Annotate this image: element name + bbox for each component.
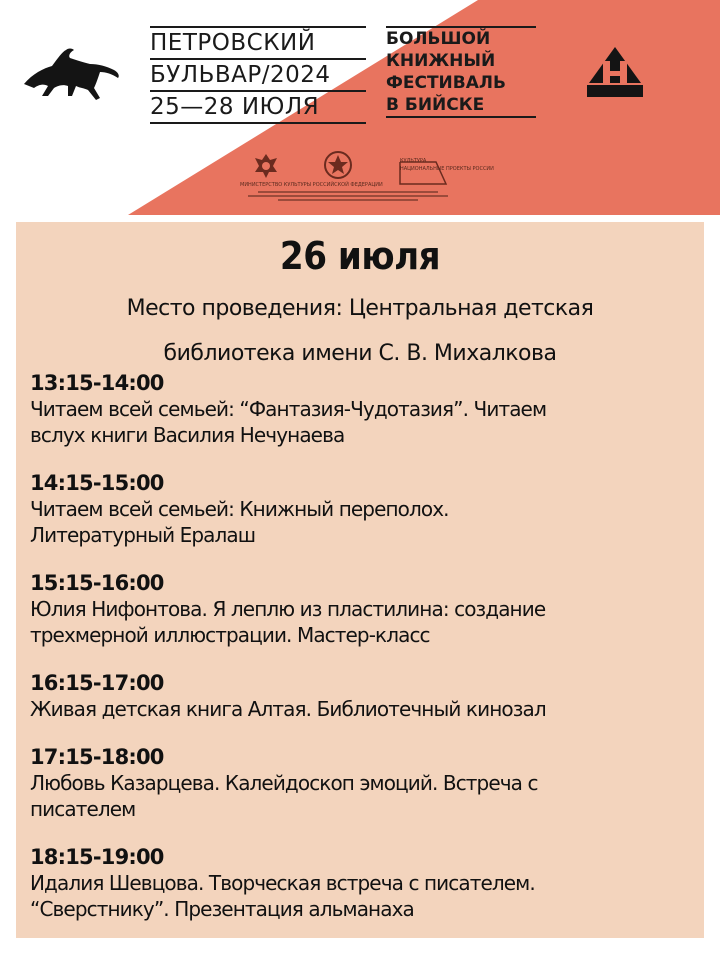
event-line-2: БУЛЬВАР/2024 [150, 62, 331, 88]
fine-print [248, 190, 448, 204]
event-description-line: “Сверстнику”. Презентация альманаха [30, 897, 414, 921]
ministry-eagle-emblem-icon [253, 152, 279, 180]
event-title-block [150, 26, 368, 124]
event-description-line: Читаем всей семьей: “Фантазия-Чудотазия”. Читаем [30, 397, 547, 421]
horse-logo-icon [22, 44, 122, 104]
culture-label: КУЛЬТУРА [400, 158, 427, 164]
event-description-line: Литературный Ералаш [30, 523, 256, 547]
venue [16, 286, 704, 376]
event-description-line: писателем [30, 797, 136, 821]
event-item [30, 570, 700, 648]
event-time: 17:15-18:00 [30, 745, 164, 769]
event-time: 13:15-14:00 [30, 371, 164, 395]
event-description-line: Юлия Нифонтова. Я леплю из пластилина: создание [30, 597, 546, 621]
event-time: 14:15-15:00 [30, 471, 164, 495]
event-time: 18:15-19:00 [30, 845, 164, 869]
festival-header [0, 0, 720, 215]
event-item [30, 670, 700, 722]
schedule-panel [16, 222, 704, 938]
schedule-date: 26 июля [279, 234, 441, 278]
event-description-line: Читаем всей семьей: Книжный переполох. [30, 497, 449, 521]
festival-line-2: КНИЖНЫЙ [386, 51, 496, 71]
rule-bottom [150, 122, 366, 124]
event-description-line: вслух книги Василия Нечунаева [30, 423, 345, 447]
rule-bottom [386, 116, 536, 118]
event-description-line: Живая детская книга Алтая. Библиотечный кинозал [30, 697, 546, 721]
ministry-label: МИНИСТЕРСТВО КУЛЬТУРЫ РОССИЙСКОЙ ФЕДЕРАЦИИ [240, 182, 383, 188]
venue-line-1: Место проведения: Центральная детская [126, 296, 594, 321]
event-line-3: 25—28 ИЮЛЯ [150, 94, 320, 120]
event-line-1: ПЕТРОВСКИЙ [150, 30, 316, 56]
event-description-line: Любовь Казарцева. Калейдоскоп эмоций. Встреча с [30, 771, 538, 795]
event-time: 16:15-17:00 [30, 671, 164, 695]
event-description-line: Идалия Шевцова. Творческая встреча с писателем. [30, 871, 535, 895]
festival-book-logo-icon [583, 45, 647, 101]
event-item [30, 370, 700, 448]
event-item [30, 744, 700, 822]
event-time: 15:15-16:00 [30, 571, 164, 595]
festival-title-block [386, 26, 536, 118]
venue-line-2: библиотека имени С. В. Михалкова [163, 341, 557, 366]
event-list [30, 370, 700, 944]
event-item [30, 844, 700, 922]
festival-line-1: БОЛЬШОЙ [386, 29, 491, 49]
event-item [30, 470, 700, 548]
festival-line-3: ФЕСТИВАЛЬ [386, 73, 506, 93]
festival-line-4: В БИЙСКЕ [386, 95, 485, 115]
medal-emblem-icon [323, 150, 353, 180]
national-projects-label: НАЦИОНАЛЬНЫЕ ПРОЕКТЫ РОССИИ [400, 166, 494, 172]
event-description-line: трехмерной иллюстрации. Мастер-класс [30, 623, 430, 647]
